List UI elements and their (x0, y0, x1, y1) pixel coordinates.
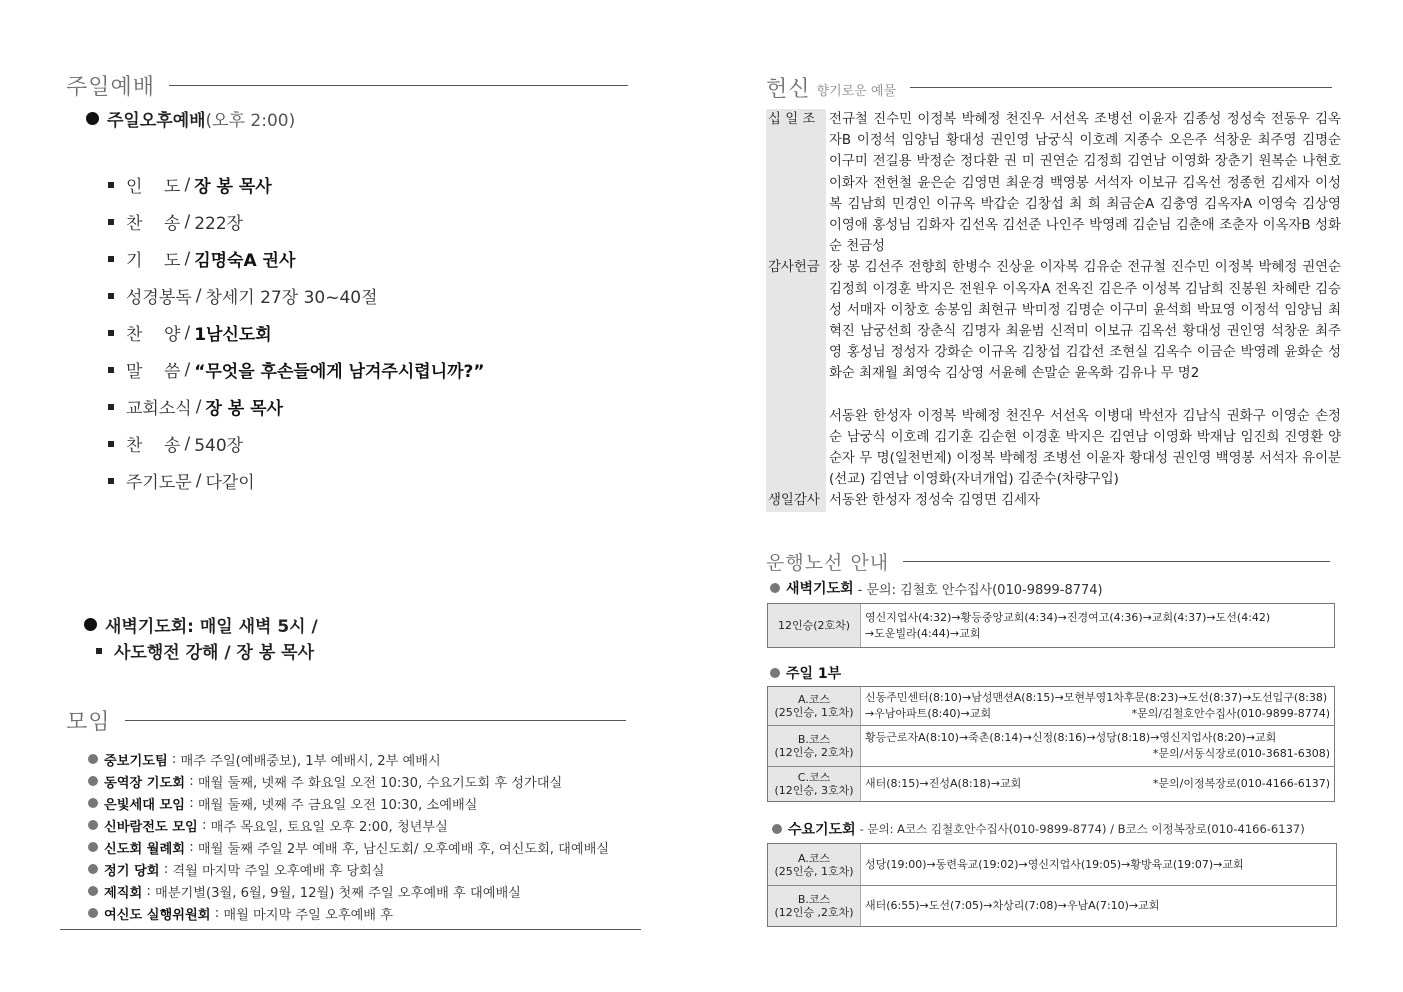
meeting-item (88, 770, 609, 792)
bullet-dot-icon (88, 842, 98, 852)
dawn-bus-contact: - 문의: 김철호 안수집사(010-9899-8774) (857, 582, 1103, 598)
course-cell (768, 726, 861, 766)
square-bullet-icon (96, 648, 102, 654)
order-separator: / (184, 322, 191, 343)
offering-subtitle: 향기로운 예물 (816, 84, 896, 99)
vehicle-cell (768, 604, 861, 647)
course-label: A.코스 (797, 851, 831, 865)
offering-title: 헌신 (766, 77, 811, 102)
meeting-item (88, 792, 609, 814)
dawn-prayer-line2 (96, 638, 314, 663)
route-cell (861, 767, 1334, 801)
tithe-names: 전규철 진수민 이정복 박혜정 천진우 서선옥 조병선 이윤자 김종성 정성숙 전동우 김옥자B 이정석 임양님 황대성 권인영 남궁식 이호례 지종수 오은주 석창운 최주영 김명순 이구미 전길용 박정순 정다환 권 미 권연순 김정희 김연남 이영화 장춘기 원복순 나현호 이화자 전헌철 윤은순 김영면 최운경 백영봉 서석자 이보규 김옥선 정종헌 김세자 이성복 김남희 민경인 이규옥 박갑순 김창섭 최 희 최금순A 김충영 김옥자A 이영숙 김상영 이영애 홍성님 김화자 김선옥 김선준 나인주 박영례 김순님 김춘애 조춘자 이옥자B 성화순 천금성 (829, 112, 1341, 255)
wednesday-bus-table (767, 843, 1337, 927)
route-line-1: 새터(8:15)→진성A(8:18)→교회 (865, 777, 1022, 790)
order-value: 창세기 27장 30~40절 (205, 288, 378, 308)
meeting-colon: : (185, 795, 198, 811)
meeting-item (88, 858, 609, 880)
table-row (768, 726, 1334, 767)
meetings-heading (66, 705, 626, 736)
birthday-label: 생일감사 (766, 490, 826, 511)
thanks-names-block (826, 257, 1341, 490)
dawn-bus-label: 새벽기도회 (786, 581, 854, 597)
meeting-colon: : (210, 905, 224, 921)
sunday1-bus-label: 주일 1부 (786, 666, 842, 682)
meeting-desc: 매월 둘째, 넷째 주 화요일 오전 10:30, 수요기도회 후 성가대실 (197, 775, 563, 791)
wednesday-bus-contact: - 문의: A코스 김철호안수집사(010-9899-8774) / B코스 이정복장로(010-4166-6137) (859, 822, 1305, 836)
meeting-desc: 매주 주일(예배중보), 1부 예배시, 2부 예배시 (180, 753, 441, 769)
meeting-colon: : (142, 883, 156, 899)
square-bullet-icon (108, 367, 114, 373)
thanks-label: 감사헌금 (766, 257, 826, 490)
dawn-prayer-sub: 사도행전 강해 / 장 봉 목사 (114, 643, 315, 663)
meeting-desc: 매분기별(3월, 6월, 9월, 12월) 첫째 주일 오후예배 후 대예배실 (155, 885, 521, 901)
square-bullet-icon (108, 219, 114, 225)
order-separator: / (184, 359, 191, 380)
route-line-2: →도운빌라(4:44)→교회 (865, 626, 981, 640)
route-line-1: 신동주민센터(8:10)→남성맨션A(8:15)→모현부영1차후문(8:23)→도선(8:37)→도선입구(8:38) (865, 691, 1328, 704)
service-heading (86, 106, 295, 131)
order-item (108, 203, 485, 240)
meeting-name: 중보기도팀 (104, 753, 168, 769)
order-item (108, 240, 485, 277)
square-bullet-icon (108, 256, 114, 262)
course-label: C.코스 (797, 771, 831, 784)
sunday1-bus-heading (770, 663, 841, 683)
order-value: 222장 (194, 214, 244, 234)
meeting-name: 신바람전도 모임 (104, 819, 198, 835)
worship-order-list (108, 166, 485, 499)
sunday1-bus-table (767, 686, 1335, 802)
route-cell (861, 886, 1336, 926)
course-label: B.코스 (797, 893, 831, 906)
meeting-desc: 격월 마지막 주일 오후예배 후 당회실 (172, 863, 385, 879)
thanks-names-1: 장 봉 김선주 전향희 한병수 진상윤 이자복 김유순 전규철 진수민 이정복 박혜정 권연순 김정희 이경훈 박지은 전원우 이옥자A 전옥진 김은주 이성복 김남희 진봉원 차혜란 김승성 서매자 이창호 송봉임 최현규 박미정 김명순 이구미 윤석희 박묘영 이정석 임양님 최혁진 남궁선희 장춘식 김명자 최윤범 신적미 이보규 김옥선 황대성 권인영 석창운 최주영 홍성님 정성자 강화순 이규옥 김창섭 김갑선 조현실 김옥수 이금순 박영례 윤화순 성화순 최재월 최영숙 김상영 서윤혜 손말순 윤옥화 김유나 무 명2 (829, 260, 1341, 382)
route-contact: *문의/서동식장로(010-3681-6308) (1152, 747, 1330, 760)
offering-heading (766, 72, 1332, 103)
dawn-bus-table (767, 603, 1335, 648)
order-separator: / (184, 174, 191, 195)
route-line-1: 황등근로자A(8:10)→죽촌(8:14)→신정(8:16)→성당(8:18)→영신지업사(8:20)→교회 (865, 731, 1277, 744)
vehicle-label: (12인승, 3호차) (774, 784, 854, 797)
service-label: 주일오후예배 (107, 111, 206, 131)
bus-title: 운행노선 안내 (766, 552, 890, 574)
course-label: B.코스 (797, 733, 831, 746)
order-label: 찬 양 (126, 325, 181, 345)
meeting-name: 동역장 기도회 (104, 775, 186, 791)
thanks-names-2: 서동완 한성자 이정복 박혜정 천진우 서선옥 이병대 박선자 김남식 권화구 이영순 손정순 남궁식 이호례 김기훈 김순현 이경훈 박지은 김연남 이영화 박재남 임진희 진영환 양순자 무 명(일천번제) 이정복 박혜정 조병선 이윤자 황대성 권인영 백영봉 서석자 유이분(선교) 김연남 이영화(자녀개업) 김준수(차량구입) (829, 408, 1341, 488)
route-contact: *문의/김철호안수집사(010-9899-8774) (1131, 707, 1330, 720)
divider (169, 85, 628, 86)
order-separator: / (195, 285, 202, 306)
meetings-title: 모임 (66, 710, 111, 735)
birthday-row (766, 490, 1341, 511)
bullet-dot-icon (770, 583, 780, 593)
bullet-dot-icon (88, 864, 98, 874)
divider (125, 720, 626, 721)
square-bullet-icon (108, 478, 114, 484)
meeting-name: 신도회 월례회 (104, 841, 186, 857)
order-separator: / (184, 433, 191, 454)
route-line-1: 성당(19:00)→동련육교(19:02)→영신지업사(19:05)→황방육교(19:07)→교회 (865, 857, 1244, 871)
vehicle-label: (25인승, 1호차) (774, 864, 854, 878)
meeting-item (88, 814, 609, 836)
meeting-item (88, 880, 609, 902)
order-separator: / (184, 211, 191, 232)
bullet-dot-icon (770, 668, 780, 678)
meeting-desc: 매주 목요일, 토요일 오후 2:00, 청년부실 (210, 819, 448, 835)
sunday-worship-heading (66, 70, 628, 101)
bullet-dot-icon (86, 112, 99, 125)
bullet-dot-icon (772, 824, 782, 834)
order-item (108, 351, 485, 388)
order-label: 성경봉독 (126, 288, 192, 308)
order-value: 다같이 (205, 473, 255, 493)
bullet-dot-icon (88, 820, 98, 830)
square-bullet-icon (108, 182, 114, 188)
bullet-dot-icon (88, 776, 98, 786)
meeting-colon: : (197, 817, 211, 833)
order-label: 말 씀 (126, 362, 181, 382)
wednesday-bus-label: 수요기도회 (788, 822, 856, 838)
sunday-worship-title: 주일예배 (66, 75, 156, 100)
vehicle-label: (12인승 ,2호차) (774, 906, 854, 919)
wednesday-bus-heading (772, 819, 1305, 839)
table-row (768, 687, 1334, 726)
meeting-colon: : (167, 751, 181, 767)
route-contact: *문의/이정복장로(010-4166-6137) (1152, 777, 1330, 790)
dawn-bus-heading (770, 578, 1103, 598)
meeting-item (88, 836, 609, 858)
order-value: 1남신도회 (194, 325, 272, 345)
order-value: 540장 (194, 436, 244, 456)
order-item (108, 166, 485, 203)
meeting-colon: : (185, 839, 198, 855)
order-value: 장 봉 목사 (205, 399, 283, 419)
table-row (768, 604, 1334, 647)
route-cell (861, 604, 1334, 647)
vehicle-label: (25인승, 1호차) (774, 706, 854, 719)
route-line-2-wrap (865, 706, 1330, 722)
bullet-dot-icon (88, 798, 98, 808)
route-line-1: 영신지업사(4:32)→황등중앙교회(4:34)→진경여고(4:36)→교회(4:37)→도선(4:42) (865, 610, 1271, 624)
meeting-name: 여신도 실행위원회 (104, 907, 211, 923)
dawn-prayer-text: 새벽기도회: 매일 새벽 5시 / (105, 617, 318, 637)
order-label: 교회소식 (126, 399, 192, 419)
spacer (829, 385, 1341, 406)
course-label: A.코스 (797, 693, 831, 706)
bullet-dot-icon (88, 886, 98, 896)
table-row (768, 844, 1336, 886)
course-cell (768, 886, 861, 926)
order-label: 찬 송 (126, 436, 181, 456)
meeting-name: 제직회 (104, 885, 143, 901)
order-item (108, 425, 485, 462)
meeting-colon: : (159, 861, 173, 877)
order-separator: / (195, 396, 202, 417)
table-row (768, 886, 1336, 926)
route-cell (861, 726, 1334, 766)
bullet-dot-icon (88, 908, 98, 918)
square-bullet-icon (108, 293, 114, 299)
square-bullet-icon (108, 404, 114, 410)
course-cell (768, 767, 861, 801)
square-bullet-icon (108, 441, 114, 447)
route-cell (861, 844, 1336, 885)
route-line-wrap (865, 776, 1330, 792)
route-cell (861, 687, 1334, 725)
order-label: 기 도 (126, 251, 181, 271)
table-row (768, 767, 1334, 801)
route-line-2: →우남아파트(8:40)→교회 (865, 707, 992, 720)
route-line-1: 새터(6:55)→도선(7:05)→차상리(7:08)→우남A(7:10)→교회 (865, 899, 1160, 912)
meetings-list (88, 748, 609, 924)
order-separator: / (184, 248, 191, 269)
course-cell (768, 687, 861, 725)
bullet-dot-icon (88, 754, 98, 764)
course-cell (768, 844, 861, 885)
order-item (108, 462, 485, 499)
order-label: 인 도 (126, 177, 181, 197)
order-item (108, 388, 485, 425)
bullet-dot-icon (84, 618, 97, 631)
order-label: 찬 송 (126, 214, 181, 234)
divider (910, 87, 1332, 88)
order-separator: / (195, 470, 202, 491)
meeting-desc: 매월 둘째, 넷째 주 금요일 오전 10:30, 소예배실 (197, 797, 478, 813)
thanks-row (766, 257, 1341, 490)
order-value: 김명숙A 권사 (194, 251, 296, 271)
divider (903, 561, 1330, 562)
order-item (108, 277, 485, 314)
order-item (108, 314, 485, 351)
dawn-prayer-line1 (84, 612, 318, 637)
meeting-desc: 매월 마지막 주일 오후예배 후 (223, 907, 393, 923)
order-label: 주기도문 (126, 473, 192, 493)
order-value: 장 봉 목사 (194, 177, 272, 197)
vehicle-label: 12인승(2호차) (777, 619, 851, 632)
meeting-desc: 매월 둘째 주일 2부 예배 후, 남신도회/ 오후예배 후, 여신도회, 대예배실 (197, 841, 610, 857)
meeting-name: 은빛세대 모임 (104, 797, 186, 813)
birthday-names: 서동완 한성자 정성숙 김영면 김세자 (829, 493, 1041, 509)
tithe-label: 십 일 조 (766, 109, 826, 257)
bus-heading (766, 548, 1330, 575)
meeting-item (88, 748, 609, 770)
order-value: “무엇을 후손들에게 남겨주시렵니까?” (194, 362, 485, 382)
meeting-item (88, 902, 609, 924)
meeting-colon: : (185, 773, 198, 789)
offering-table (766, 109, 1341, 512)
bottom-divider (60, 929, 641, 930)
tithe-row (766, 109, 1341, 257)
service-time: (오후 2:00) (205, 111, 296, 131)
vehicle-label: (12인승, 2호차) (774, 746, 854, 759)
square-bullet-icon (108, 330, 114, 336)
meeting-name: 정기 당회 (104, 863, 160, 879)
